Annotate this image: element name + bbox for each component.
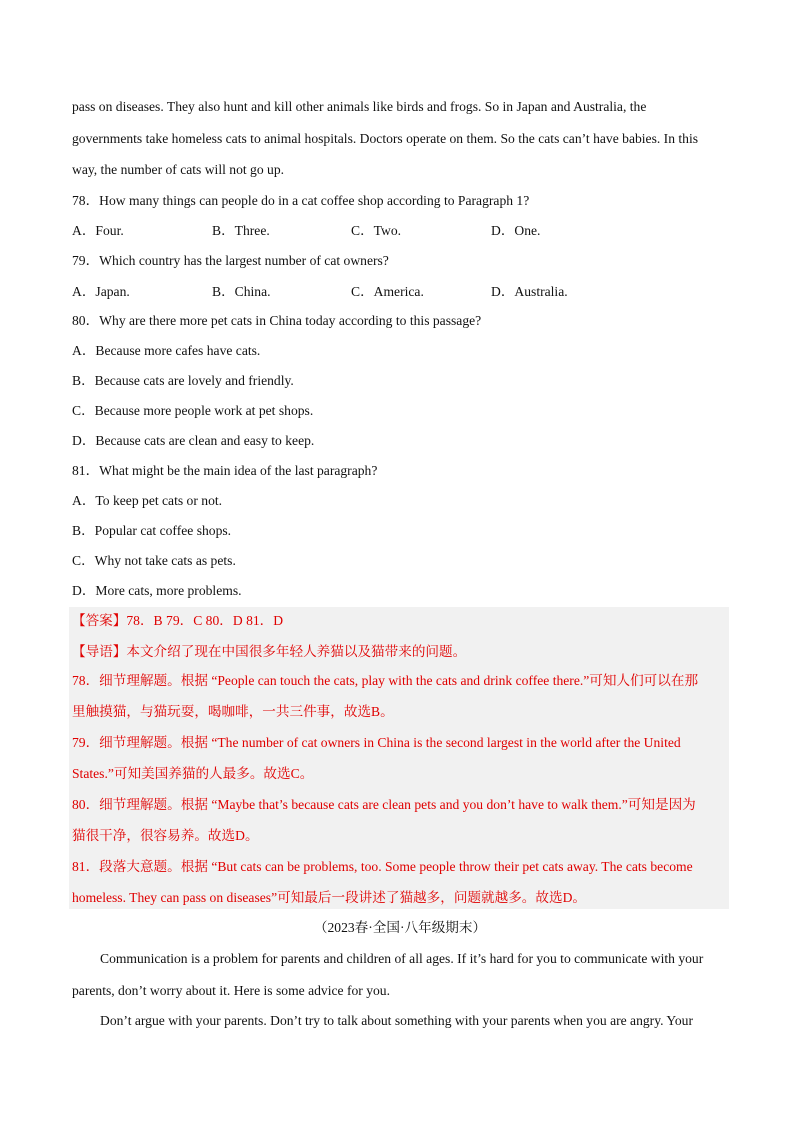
explanation-line: States.”可知美国养猫的人最多。故选C。	[72, 766, 314, 781]
answer-key: 【答案】78．B 79．C 80．D 81．D	[72, 613, 284, 628]
option-d: D．Because cats are clean and easy to keep.	[72, 433, 315, 448]
option-a: A．Four.	[72, 223, 124, 238]
explanation-line: 80．细节理解题。根据 “Maybe that’s because cats are clean pets and you don’t have to walk them.”可知是因为	[72, 797, 696, 812]
source-label: （2023春·全国·八年级期末）	[313, 920, 487, 935]
explanation-line: 79．细节理解题。根据 “The number of cat owners in China is the second largest in the world after the United	[72, 735, 681, 750]
option-c: C．America.	[351, 284, 424, 299]
passage-line: Don’t argue with your parents. Don’t try to talk about something with your parents when you are angry. Your	[100, 1013, 693, 1028]
passage-line: parents, don’t worry about it. Here is some advice for you.	[72, 983, 390, 998]
passage-line: pass on diseases. They also hunt and kill other animals like birds and frogs. So in Japan and Australia, the	[72, 99, 647, 114]
option-a: A．Japan.	[72, 284, 130, 299]
explanation-line: 里触摸猫，与猫玩耍，喝咖啡，一共三件事，故选B。	[72, 704, 394, 719]
passage-line: Communication is a problem for parents and children of all ages. If it’s hard for you to communicate with your	[100, 951, 704, 966]
options-78	[72, 222, 632, 240]
guide-text: 【导语】本文介绍了现在中国很多年轻人养猫以及猫带来的问题。	[72, 644, 467, 659]
explanation-line: 猫很干净，很容易养。故选D。	[72, 828, 259, 843]
passage-line: governments take homeless cats to animal hospitals. Doctors operate on them. So the cats can’t have babies. In this	[72, 131, 699, 146]
option-b: B．Popular cat coffee shops.	[72, 523, 232, 538]
explanation-line: homeless. They can pass on diseases”可知最后一段讲述了猫越多，问题就越多。故选D。	[72, 890, 586, 905]
explanation-line: 81．段落大意题。根据 “But cats can be problems, too. Some people throw their pet cats away. The cats become	[72, 859, 693, 874]
option-d: D．More cats, more problems.	[72, 583, 242, 598]
passage-line: way, the number of cats will not go up.	[72, 162, 285, 177]
option-b: B．Three.	[212, 223, 270, 238]
option-c: C．Why not take cats as pets.	[72, 553, 236, 568]
explanation-line: 78．细节理解题。根据 “People can touch the cats, play with the cats and drink coffee there.”可知人们可以在那	[72, 673, 699, 688]
question-79: 79．Which country has the largest number of cat owners?	[72, 253, 389, 268]
question-81: 81．What might be the main idea of the last paragraph?	[72, 463, 378, 478]
option-c: C．Two.	[351, 223, 402, 238]
option-d: D．Australia.	[491, 284, 568, 299]
option-c: C．Because more people work at pet shops.	[72, 403, 314, 418]
question-78: 78．How many things can people do in a cat coffee shop according to Paragraph 1?	[72, 193, 530, 208]
options-79	[72, 283, 632, 301]
option-a: A．Because more cafes have cats.	[72, 343, 261, 358]
option-a: A．To keep pet cats or not.	[72, 493, 223, 508]
option-b: B．China.	[212, 284, 271, 299]
question-80: 80．Why are there more pet cats in China today according to this passage?	[72, 313, 482, 328]
option-b: B．Because cats are lovely and friendly.	[72, 373, 294, 388]
option-d: D．One.	[491, 223, 541, 238]
